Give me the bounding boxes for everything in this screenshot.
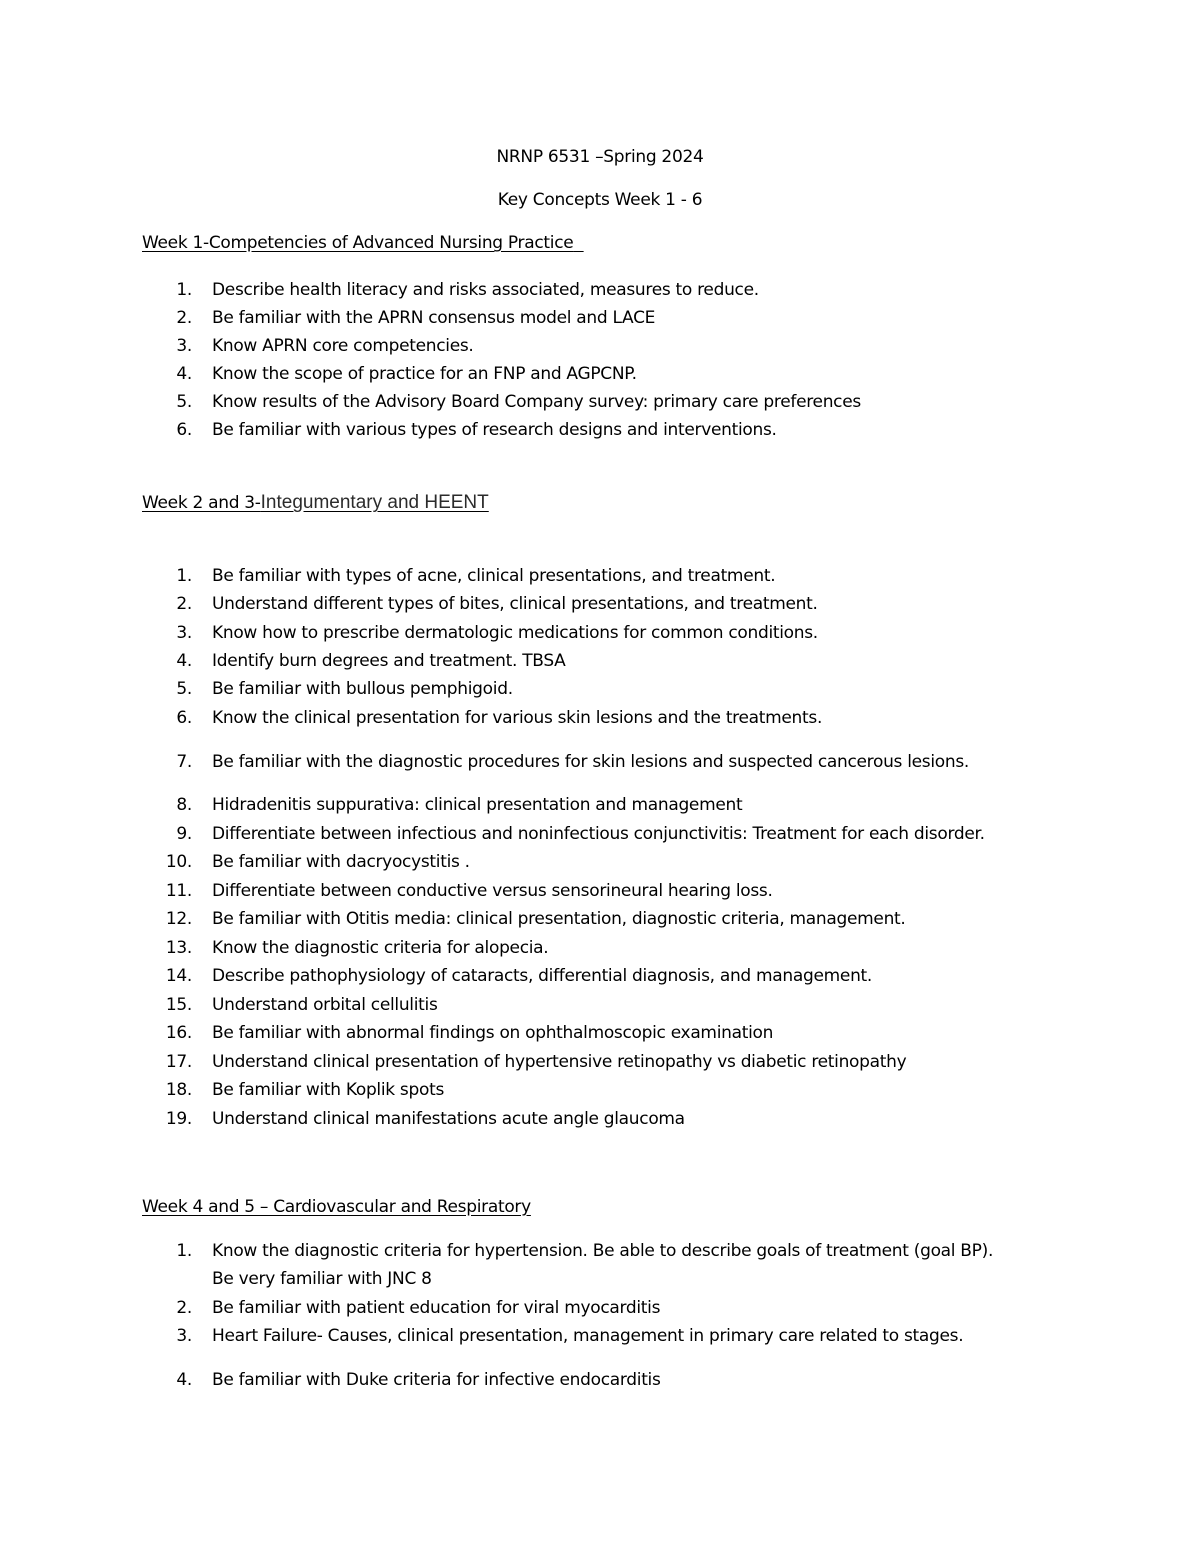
section-heading-text: Week 1-Competencies of Advanced Nursing Practice: [142, 233, 574, 253]
section-heading-week-2-3: [142, 492, 489, 514]
section-heading-week-1: [142, 232, 584, 254]
document-page: NRNP 6531 –Spring 2024 Key Concepts Week 1 - 6 Week 1-Competencies of Advanced Nursing Practice 1. Describe health literacy and risks associated, measures to reduce. 2. Be familiar with the APRN consensus model and LACE 3. Know APRN core competencies. 4. Know the scope of practice for an FNP and AGPCNP. 5. Know results of the Advisory Board Company survey: primary care preferences 6. Be familiar with various types of research designs and interventions. Week 2 and 3-Integumentary and HEENT 1. Be familiar with types of acne, clinical presentations, and treatment. 2. Understand different types of bites, clinical presentations, and treatment. 3. Know how to prescribe dermatologic medications for common conditions. 4. Identify burn degrees and treatment. TBSA 5. Be familiar with bullous pemphigoid. 6. Know the clinical presentation for various skin lesions and the treatments. 7. Be familiar with the diagnostic procedures for skin lesions and suspected cancerous lesions. 8. Hidradenitis suppurativa: clinical presentation and management 9. Differentiate between infectious and noninfectious conjunctivitis: Treatment for each disorder. 10. Be familiar with dacryocystitis . 11. Differentiate between conductive versus sensorineural hearing loss. 12. Be familiar with Otitis media: clinical presentation, diagnostic criteria, management. 13. Know the diagnostic criteria for alopecia. 14. Describe pathophysiology of cataracts, differential diagnosis, and management. 15. Understand orbital cellulitis 16. Be familiar with abnormal findings on ophthalmoscopic examination 17. Understand clinical presentation of hypertensive retinopathy vs diabetic retinopathy 18. Be familiar with Koplik spots 19. Understand clinical manifestations acute angle glaucoma Week 4 and 5 – Cardiovascular and Respiratory 1. Know the diagnostic criteria for hypertension. Be able to describe goals of treatment (goal BP). Be very familiar with JNC 8 2. Be familiar with patient education for viral myocarditis 3. Heart Failure- Causes, clinical presentation, management in primary care related to stages. 4. Be familiar with Duke criteria for infective endocarditis: [0, 0, 1200, 1553]
list-item-continuation: Be very familiar with JNC 8: [212, 1269, 432, 1289]
course-title: NRNP 6531 –Spring 2024: [496, 147, 704, 167]
section-heading-week-4-5: [142, 1196, 531, 1218]
section-heading-text: Week 2 and 3-: [142, 493, 261, 513]
section-heading-tail: Integumentary and HEENT: [260, 492, 489, 513]
section-heading-text: Week 4 and 5 – Cardiovascular and Respiratory: [142, 1197, 531, 1217]
page-subtitle: Key Concepts Week 1 - 6: [497, 190, 703, 210]
